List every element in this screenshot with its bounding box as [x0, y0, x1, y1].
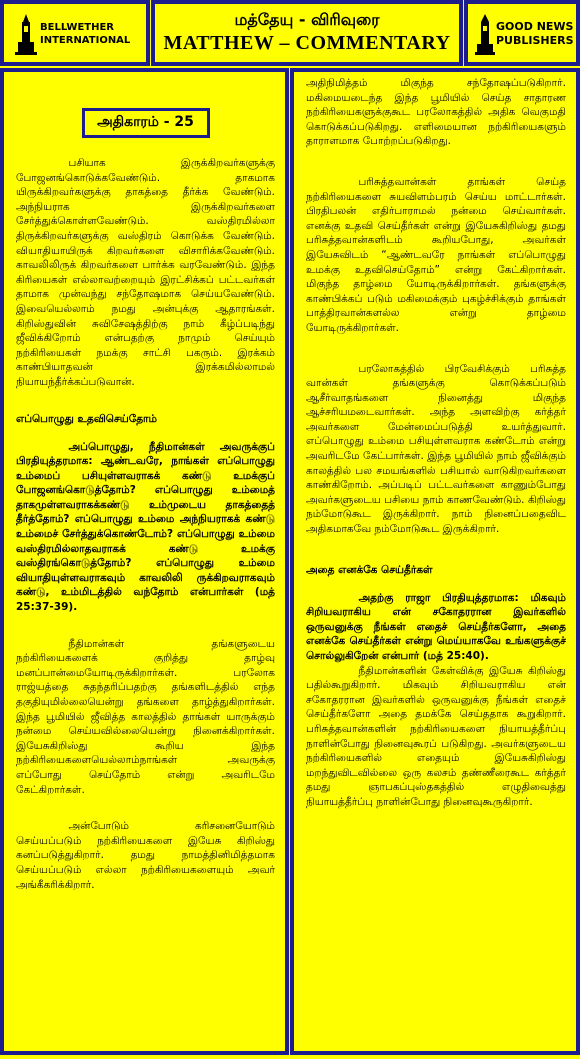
good-news-logo-line1: GOOD NEWS — [496, 20, 574, 33]
bell-tower-icon — [12, 14, 40, 56]
right-paragraph-5: நீதிமான்களின் கேள்விக்கு இயேசு கிறிஸ்து பதில்கூறுகிறார். மிகவும் சிறியவராகிய என் சகோதரரான இவர்களில் ஒருவனுக்கு நீங்கள் எதைச் செய்தீர்களோ அதை தமக்கே செய்ததாக கூறுகிறார். பரிசுத்தவான்களின் நற்கிரியைகளை நியாயத்தீர்ப்பு நாளின்போது நினைவுகூரப் படுகிறது. அவர்களுடைய நற்கிரியைகளில் எதையும் இயேசுகிறிஸ்து மறந்துவிடவில்லை ஒரு கலசம் தண்ணீரைகூட கர்த்தர் தமது ஞாபகப்புஸ்தகத்தில் எழுதிவைத்து நியாயத்தீர்ப்பு நாளின்போது நினைவுகூருகிறார். — [306, 664, 566, 808]
right-paragraph-3: பரலோகத்தில் பிரவேசிக்கும் பரிசுத்த வான்கள் தங்களுக்கு கொடுக்கப்படும் ஆசீர்வாதங்களை நினைத்து மிகுந்த ஆச்சரியமடைவார்கள். அந்த அளவிற்கு கர்த்தர் அவர்களை மேன்மைப்படுத்தி உயர்த்துவார். எப்பொழுது உம்மை பசியுள்ளவராக கண்டோம் என்று அவரிடமே கேட்பார்கள். இந்த பூமியில் நாம் ஜீவிக்கும் காலத்தில் பல சமயங்களில் பசியால் வாடுகிறவர்களை காண்கிறோம். அப்படிப் பட்டவர்களை காணும்போது அவர்களுடைய பசியை நாம் காணவேண்டும். கிறிஸ்து நம்மோடுகூட இருக்கிறார். நாம் நினைப்பதைவிட அதிகமாகவே நம்மோடுகூட இருக்கிறார். — [306, 362, 566, 536]
left-scripture-quote: அப்பொழுது, நீதிமான்கள் அவருக்குப் பிரதியுத்தரமாக: ஆண்டவரே, நாங்கள் எப்பொழுது உம்மைப் பசியுள்ளவராகக் கண்டு உமக்குப் போஜனங்கொடுத்தோம்? எப்பொழுது உம்மைத் தாகமுள்ளவராகக்கண்டு உம்முடைய தாகத்தைத் தீர்த்தோம்? எப்பொழுது உம்மை அந்நியராகக் கண்டு உம்மைச் சேர்த்துக்கொண்டோம்? எப்பொழுது உம்மை வஸ்திரமில்லாதவராகக் கண்டு உமக்கு வஸ்திரங்கொடுத்தோம்? எப்பொழுது உம்மை வியாதியுள்ளவராகவும் காவலிலி ருக்கிறவராகவும் கண்டு, உம்மிடத்தில் வந்தோம் என்பார்கள் (மத் 25:37-39). — [16, 440, 275, 614]
title-tamil: மத்தேயு - விரிவுரை — [234, 10, 380, 29]
title-english: MATTHEW – COMMENTARY — [163, 32, 451, 54]
page-header — [151, 0, 463, 66]
chapter-label: அதிகாரம் - 25 — [82, 108, 210, 138]
left-heading-when-did-we-help: எப்பொழுது உதவிசெய்தோம் — [16, 412, 157, 425]
left-paragraph-3: நீதிமான்கள் தங்களுடைய நற்கிரியைகளைக் குறித்து தாழ்வு மனப்பான்மையோடிருக்கிறார்கள். பரலோக ராஜ்யத்தை சுதந்தரிப்பதற்கு தங்களிடத்தில் எந்த தகுதியுமில்லையென்று தங்களை தாழ்த்துகிறார்கள். இந்த பூமியில் ஜீவித்த காலத்தில் தாங்கள் யாருக்கும் நன்மை செய்யவில்லையென்று நினைக்கிறார்கள். இயேசுகிறிஸ்து கூறிய இந்த நற்கிரியைகளையெல்லாம்நாங்கள் அவருக்கு எப்போது செய்தோம் என்று அவரிடமே கேட்கிறார்கள். — [16, 637, 275, 796]
right-paragraph-2: பரிசுத்தவான்கள் தாங்கள் செய்த நற்கிரியைகளை சுயவிளம்பரம் செய்ய மாட்டார்கள். பிரதிபலன் எதிர்பாராமல் நன்மை செய்வார்கள். எனக்கு உதவி செய்தீர்கள் என்று இயேசுகிறிஸ்து தமது பரிசுத்தவான்களிடம் கூறியபோது, அவர்கள் இயேசுவிடம் “ஆண்டவரே நாங்கள் எப்பொழுது உமக்கு உதவிசெய்தோம்” என்று கேட்கிறார்கள். மிகுந்த தாழ்மை யோடிருக்கிறார்கள். தங்களுக்கு காண்பிக்கப் படும் மகிமைக்கும் புகழ்ச்சிக்கும் தாங்கள் பாத்திரவான்களல்ல என்று தாழ்மை யோடிருக்கிறார்கள். — [306, 175, 566, 334]
bellwether-logo[interactable] — [0, 0, 150, 66]
good-news-publishers-logo[interactable] — [464, 0, 580, 66]
bellwether-logo-line1: BELLWETHER — [40, 22, 115, 33]
right-scripture-quote: அதற்கு ராஜா பிரதியுத்தரமாக: மிகவும் சிறியவராகிய என் சகோதரரான இவர்களில் ஒருவனுக்கு நீங்கள் எதைச் செய்தீர்களோ, அதை எனக்கே செய்தீர்கள் என்று மெய்யாகவே உங்களுக்குச் சொல்லுகிறேன் என்பார் (மத் 25:40). — [306, 591, 566, 662]
good-news-logo-line2: PUBLISHERS — [496, 34, 574, 47]
lamp-tower-icon — [474, 14, 496, 56]
left-paragraph-4: அன்போடும் கரிசனையோடும் செய்யப்படும் நற்கிரியைகளை இயேசு கிறிஸ்து கனப்படுத்துகிறார். தமது நாமத்தினிமித்தமாக செய்யப்படும் எல்லா நற்கிரியைகளையும் அவர் அங்கீகரிக்கிறார். — [16, 820, 275, 891]
bellwether-logo-line2: INTERNATIONAL — [40, 35, 131, 46]
right-paragraph-1: அதிநிமித்தம் மிகுந்த சந்தோஷப்படுகிறார். மகிமையடைந்த இந்த பூமியில் செய்த சாதாரண நற்கிரியைகளுக்குகூட பரலோகத்தில் அதிக வெகுமதி கொடுக்கப்படுகிறது. எளிமையான நற்கிரியைகளும் தாராளமாக போற்றப்படுகிறது. — [306, 77, 566, 148]
left-column — [0, 68, 289, 1055]
right-heading-did-it-to-me: அதை எனக்கே செய்தீர்கள் — [306, 563, 433, 576]
right-column — [290, 68, 580, 1055]
left-paragraph-1: பசியாக இருக்கிறவர்களுக்கு போஜனங்கொடுக்கவேண்டும். தாகமாக யிருக்கிறவர்களுக்கு தாகத்தை தீர்க்க வேண்டும். அந்நியராக இருக்கிறவர்களை சேர்த்துக்கொள்ளவேண்டும். வஸ்திரமில்லா திருக்கிறவர்களுக்கு வஸ்திரம் கொடுக்க வேண்டும். வியாதியாயிருக் கிறவர்களை விசாரிக்கவேண்டும். காவலிலிருக் கிறவர்களை பார்க்க வரவேண்டும். இந்த கிரியைகள் எல்லாவற்றையும் இரட்சிக்கப் பட்டவர்கள் தாமாக முன்வந்து சந்தோஷமாக செய்யவேண்டும். இவையெல்லாம் நமது அன்புக்கு ஆதாரங்கள். கிறிஸ்துவின் சுவிசேஷத்திற்கு நாம் கீழ்ப்படிந்து ஜீவிக்கிறோம் என்பதற்கு நாமும் செய்யும் நற்கிரியைகள் நமக்கு சாட்சி பகரும். இரக்கம் காண்பியாதவன் இரக்கமில்லாமல் நியாயந்தீர்க்கப்படுவான். — [16, 157, 275, 388]
